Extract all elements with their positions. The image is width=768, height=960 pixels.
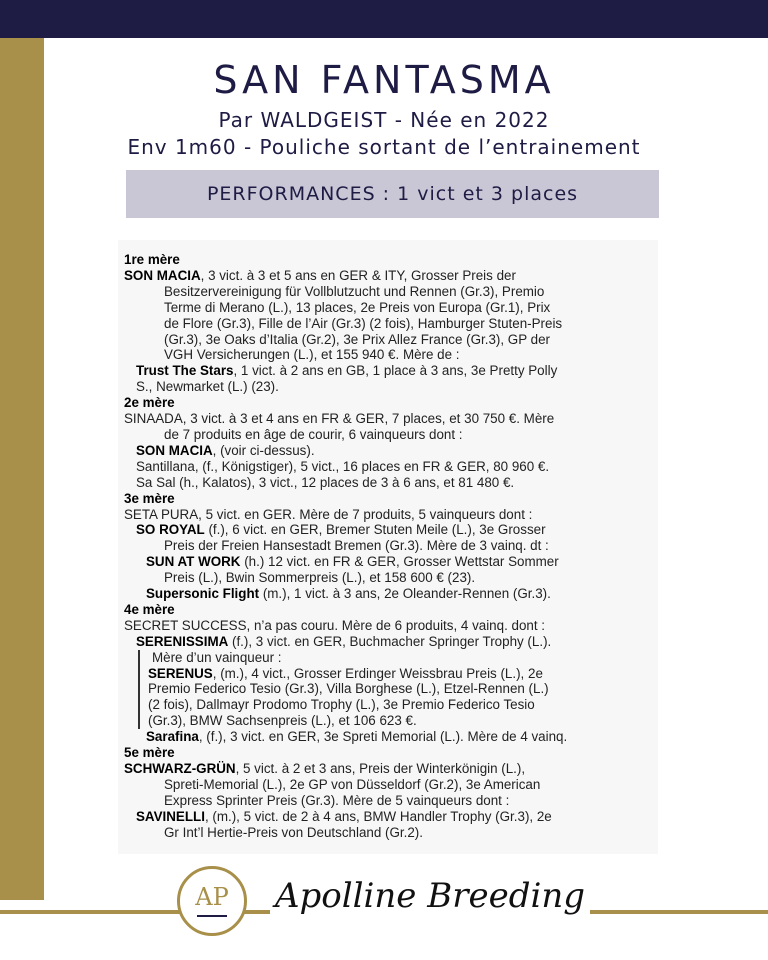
- pedigree-line: [124, 761, 654, 777]
- produce-name: SAVINELLI: [136, 808, 205, 824]
- pedigree-line: Gr Int’l Hertie-Preis von Deutschland (Gr.2).: [164, 824, 423, 840]
- pedigree-line: Terme di Merano (L.), 13 places, 2e Preis von Europa (Gr.1), Prix: [164, 299, 551, 315]
- generation-heading: 2e mère: [124, 395, 175, 411]
- pedigree-line: (Gr.3), 3e Oaks d’Italia (Gr.2), 3e Prix Allez France (Gr.3), GP der: [164, 331, 550, 347]
- distance-and-status: Env 1m60 - Pouliche sortant de l’entrainement: [127, 135, 641, 159]
- generation-heading: 4e mère: [124, 601, 175, 617]
- pedigree-text-run: (h.) 12 vict. en FR & GER, Grosser Wettstar Sommer: [240, 554, 559, 570]
- produce-name: SERENUS: [148, 665, 213, 681]
- pedigree-line: Besitzervereinigung für Vollblutzucht und Rennen (Gr.3), Premio: [164, 283, 545, 299]
- pedigree-line: S., Newmarket (L.) (23).: [136, 379, 279, 395]
- pedigree-line: Express Sprinter Preis (Gr.3). Mère de 5 vainqueurs dont :: [164, 792, 510, 808]
- dam-name: SCHWARZ-GRÜN: [124, 761, 236, 776]
- pedigree-text-run: , (m.), 4 vict., Grosser Erdinger Weissbrau Preis (L.), 2e: [212, 665, 543, 681]
- pedigree-line: [124, 522, 654, 538]
- pedigree-text-run: , (f.), 3 vict. en GER, 3e Spreti Memorial (L.). Mère de 4 vainq.: [198, 729, 568, 745]
- left-gold-bar: [0, 38, 44, 900]
- pedigree-line: [124, 443, 654, 459]
- pedigree-line: Preis (L.), Bwin Sommerpreis (L.), et 158 600 € (23).: [164, 570, 476, 586]
- pedigree-line: Spreti-Memorial (L.), 2e GP von Düsseldorf (Gr.2), 3e American: [164, 776, 541, 792]
- generation-heading: 5e mère: [124, 745, 175, 761]
- pedigree-line: [124, 363, 654, 379]
- pedigree-text-run: (f.), 3 vict. en GER, Buchmacher Springer Trophy (L.).: [228, 633, 552, 649]
- pedigree-line: (2 fois), Dallmayr Prodomo Trophy (L.), 3e Premio Federico Tesio: [148, 697, 535, 713]
- pedigree-text-run: , 3 vict. à 3 et 5 ans en GER & ITY, Grosser Preis der: [200, 267, 516, 283]
- pedigree-line: [124, 268, 654, 284]
- produce-name: Sarafina: [146, 729, 199, 745]
- pedigree-line: SINAADA, 3 vict. à 3 et 4 ans en FR & GER, 7 places, et 30 750 €. Mère: [124, 411, 555, 427]
- pedigree-line: [124, 634, 654, 650]
- logo-underline: [197, 915, 227, 917]
- pedigree-line: Santillana, (f., Königstiger), 5 vict., 16 places en FR & GER, 80 960 €.: [136, 458, 550, 474]
- produce-name: SUN AT WORK: [146, 554, 241, 570]
- logo-monogram: AP: [195, 883, 229, 911]
- produce-name: SON MACIA: [136, 442, 213, 458]
- pedigree-line: (Gr.3), BMW Sachsenpreis (L.), et 106 623 €.: [148, 713, 417, 729]
- pedigree-line: de 7 produits en âge de courir, 6 vainqueurs dont :: [164, 426, 463, 442]
- pedigree-line: SETA PURA, 5 vict. en GER. Mère de 7 produits, 5 vainqueurs dont :: [124, 506, 533, 522]
- pedigree-line: Mère d’un vainqueur :: [152, 649, 282, 665]
- performances-banner: PERFORMANCES : 1 vict et 3 places: [126, 170, 659, 218]
- pedigree-line: [124, 554, 654, 570]
- brand-signature: Apolline Breeding: [270, 866, 590, 926]
- produce-name: SO ROYAL: [136, 522, 205, 538]
- produce-name: Supersonic Flight: [146, 586, 260, 602]
- apolline-logo: [177, 866, 247, 936]
- pedigree-text-run: , (m.), 5 vict. de 2 à 4 ans, BMW Handler Trophy (Gr.3), 2e: [204, 808, 552, 824]
- produce-name: SERENISSIMA: [136, 633, 229, 649]
- pedigree-line: de Flore (Gr.3), Fille de l’Air (Gr.3) (2 fois), Hamburger Stuten-Preis: [164, 315, 563, 331]
- pedigree-line: [124, 809, 654, 825]
- horse-name-title: SAN FANTASMA: [213, 58, 555, 102]
- pedigree-text-run: , 5 vict. à 2 et 3 ans, Preis der Winterkönigin (L.),: [235, 761, 526, 776]
- pedigree-text-run: (f.), 6 vict. en GER, Bremer Stuten Meile (L.), 3e Grosser: [204, 522, 546, 538]
- pedigree-line: [124, 729, 654, 745]
- generation-heading: 1re mère: [124, 252, 180, 267]
- descendants-bracket: [138, 650, 654, 730]
- generation-heading: 3e mère: [124, 490, 175, 506]
- pedigree-text-run: (m.), 1 vict. à 3 ans, 2e Oleander-Rennen (Gr.3).: [259, 586, 551, 602]
- pedigree-line: VGH Versicherungen (L.), et 155 940 €. Mère de :: [164, 347, 460, 363]
- pedigree-line: Premio Federico Tesio (Gr.3), Villa Borghese (L.), Etzel-Rennen (L.): [148, 681, 549, 697]
- sire-and-birth: Par WALDGEIST - Née en 2022: [218, 108, 550, 132]
- pedigree-text: [124, 252, 654, 841]
- pedigree-line: Preis der Freien Hansestadt Bremen (Gr.3). Mère de 3 vainq. dt :: [164, 538, 549, 554]
- pedigree-line: [124, 586, 654, 602]
- pedigree-line: SECRET SUCCESS, n’a pas couru. Mère de 6 produits, 4 vainq. dont :: [124, 617, 546, 633]
- pedigree-text-run: , 1 vict. à 2 ans en GB, 1 place à 3 ans, 3e Pretty Polly: [233, 363, 558, 379]
- pedigree-text-run: , (voir ci-dessus).: [212, 442, 315, 458]
- top-banner: [0, 0, 768, 38]
- pedigree-line: Sa Sal (h., Kalatos), 3 vict., 12 places de 3 à 6 ans, et 81 480 €.: [136, 474, 515, 490]
- pedigree-line: [148, 666, 654, 682]
- dam-name: SON MACIA: [124, 267, 201, 283]
- produce-name: Trust The Stars: [136, 363, 234, 379]
